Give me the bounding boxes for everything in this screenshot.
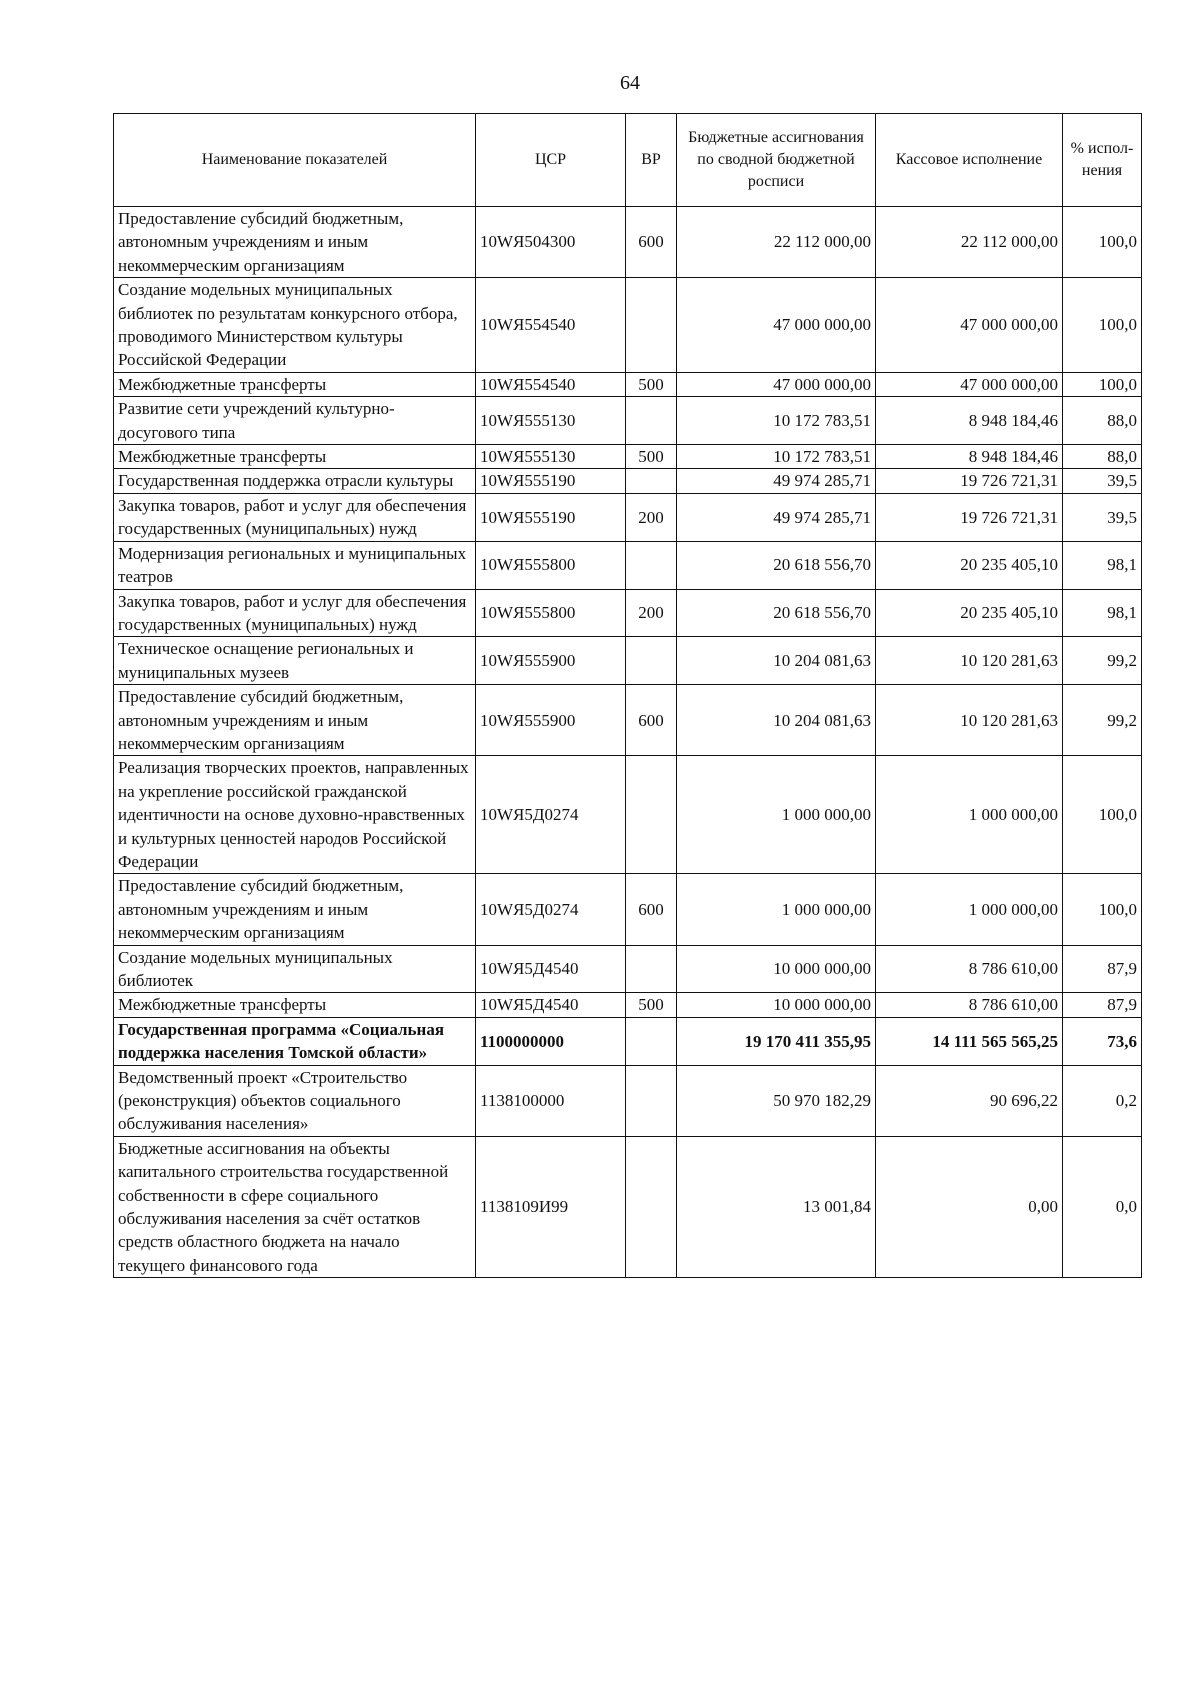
row-budget-cell: 10 000 000,00 bbox=[677, 945, 876, 993]
row-csr-cell: 1138100000 bbox=[476, 1065, 626, 1136]
row-percent-cell: 98,1 bbox=[1063, 589, 1142, 637]
row-vr-cell bbox=[626, 1065, 677, 1136]
row-csr-cell: 10WЯ555130 bbox=[476, 445, 626, 469]
row-budget-cell: 10 204 081,63 bbox=[677, 637, 876, 685]
row-vr-cell bbox=[626, 469, 677, 493]
row-cash-cell: 47 000 000,00 bbox=[876, 278, 1063, 373]
row-percent-cell: 100,0 bbox=[1063, 756, 1142, 874]
row-vr-cell: 600 bbox=[626, 685, 677, 756]
row-name-cell: Межбюджетные трансферты bbox=[114, 372, 476, 396]
header-vr: ВР bbox=[626, 114, 677, 207]
row-vr-cell: 500 bbox=[626, 993, 677, 1017]
row-vr-cell bbox=[626, 278, 677, 373]
row-percent-cell: 99,2 bbox=[1063, 637, 1142, 685]
row-name-cell: Предоставление субсидий бюджетным, автономным учреждениям и иным некоммерческим организациям bbox=[114, 874, 476, 945]
row-name-cell: Государственная программа «Социальная поддержка населения Томской области» bbox=[114, 1017, 476, 1065]
row-csr-cell: 10WЯ554540 bbox=[476, 372, 626, 396]
row-name-cell: Бюджетные ассигнования на объекты капитального строительства государственной собственности в сфере социального обслуживания населения за счёт остатков средств областного бюджета на начало текущего финансового года bbox=[114, 1136, 476, 1277]
row-cash-cell: 8 948 184,46 bbox=[876, 445, 1063, 469]
row-cash-cell: 20 235 405,10 bbox=[876, 541, 1063, 589]
table-row bbox=[114, 397, 1142, 445]
row-cash-cell: 19 726 721,31 bbox=[876, 493, 1063, 541]
row-vr-cell bbox=[626, 637, 677, 685]
table-row bbox=[114, 541, 1142, 589]
row-vr-cell: 600 bbox=[626, 207, 677, 278]
row-name-cell: Государственная поддержка отрасли культуры bbox=[114, 469, 476, 493]
header-budget-allocations: Бюджетные ассигнования по сводной бюджетной росписи bbox=[677, 114, 876, 207]
budget-execution-table bbox=[113, 113, 1142, 1278]
row-csr-cell: 10WЯ5Д4540 bbox=[476, 993, 626, 1017]
table-header-row bbox=[114, 114, 1142, 207]
row-percent-cell: 87,9 bbox=[1063, 993, 1142, 1017]
table-row bbox=[114, 637, 1142, 685]
row-vr-cell bbox=[626, 1136, 677, 1277]
row-budget-cell: 49 974 285,71 bbox=[677, 469, 876, 493]
row-csr-cell: 10WЯ555900 bbox=[476, 637, 626, 685]
row-csr-cell: 10WЯ555130 bbox=[476, 397, 626, 445]
row-cash-cell: 1 000 000,00 bbox=[876, 874, 1063, 945]
row-name-cell: Закупка товаров, работ и услуг для обеспечения государственных (муниципальных) нужд bbox=[114, 589, 476, 637]
row-vr-cell bbox=[626, 541, 677, 589]
table-row bbox=[114, 445, 1142, 469]
row-percent-cell: 39,5 bbox=[1063, 469, 1142, 493]
table-row bbox=[114, 756, 1142, 874]
page-number: 64 bbox=[620, 72, 640, 94]
row-vr-cell: 200 bbox=[626, 589, 677, 637]
row-vr-cell bbox=[626, 1017, 677, 1065]
row-name-cell: Предоставление субсидий бюджетным, автономным учреждениям и иным некоммерческим организациям bbox=[114, 685, 476, 756]
row-budget-cell: 13 001,84 bbox=[677, 1136, 876, 1277]
row-cash-cell: 0,00 bbox=[876, 1136, 1063, 1277]
row-csr-cell: 10WЯ5Д0274 bbox=[476, 874, 626, 945]
row-budget-cell: 19 170 411 355,95 bbox=[677, 1017, 876, 1065]
row-cash-cell: 8 786 610,00 bbox=[876, 945, 1063, 993]
row-cash-cell: 1 000 000,00 bbox=[876, 756, 1063, 874]
table-row bbox=[114, 1065, 1142, 1136]
header-csr: ЦСР bbox=[476, 114, 626, 207]
row-name-cell: Межбюджетные трансферты bbox=[114, 993, 476, 1017]
row-name-cell: Создание модельных муниципальных библиотек bbox=[114, 945, 476, 993]
header-cash-execution: Кассовое исполнение bbox=[876, 114, 1063, 207]
row-percent-cell: 100,0 bbox=[1063, 278, 1142, 373]
row-vr-cell: 200 bbox=[626, 493, 677, 541]
row-name-cell: Развитие сети учреждений культурно-досугового типа bbox=[114, 397, 476, 445]
table-row bbox=[114, 993, 1142, 1017]
table-row bbox=[114, 278, 1142, 373]
row-percent-cell: 98,1 bbox=[1063, 541, 1142, 589]
row-csr-cell: 10WЯ554540 bbox=[476, 278, 626, 373]
row-vr-cell bbox=[626, 397, 677, 445]
table-row bbox=[114, 945, 1142, 993]
row-vr-cell bbox=[626, 945, 677, 993]
row-csr-cell: 10WЯ555900 bbox=[476, 685, 626, 756]
row-cash-cell: 47 000 000,00 bbox=[876, 372, 1063, 396]
row-percent-cell: 88,0 bbox=[1063, 445, 1142, 469]
row-budget-cell: 10 204 081,63 bbox=[677, 685, 876, 756]
table-row bbox=[114, 685, 1142, 756]
table-row bbox=[114, 1136, 1142, 1277]
row-vr-cell bbox=[626, 756, 677, 874]
row-budget-cell: 10 172 783,51 bbox=[677, 397, 876, 445]
row-percent-cell: 100,0 bbox=[1063, 207, 1142, 278]
table-row bbox=[114, 874, 1142, 945]
row-budget-cell: 1 000 000,00 bbox=[677, 874, 876, 945]
row-cash-cell: 8 786 610,00 bbox=[876, 993, 1063, 1017]
row-budget-cell: 50 970 182,29 bbox=[677, 1065, 876, 1136]
row-name-cell: Создание модельных муниципальных библиотек по результатам конкурсного отбора, проводимого Министерством культуры Российской Федерации bbox=[114, 278, 476, 373]
row-name-cell: Ведомственный проект «Строительство (реконструкция) объектов социального обслуживания населения» bbox=[114, 1065, 476, 1136]
row-cash-cell: 22 112 000,00 bbox=[876, 207, 1063, 278]
row-cash-cell: 10 120 281,63 bbox=[876, 685, 1063, 756]
row-csr-cell: 1100000000 bbox=[476, 1017, 626, 1065]
row-percent-cell: 39,5 bbox=[1063, 493, 1142, 541]
row-cash-cell: 8 948 184,46 bbox=[876, 397, 1063, 445]
table-row bbox=[114, 589, 1142, 637]
row-name-cell: Реализация творческих проектов, направленных на укрепление российской гражданской идентичности на основе духовно-нравственных и культурных ценностей народов Российской Федерации bbox=[114, 756, 476, 874]
row-name-cell: Межбюджетные трансферты bbox=[114, 445, 476, 469]
row-name-cell: Закупка товаров, работ и услуг для обеспечения государственных (муниципальных) нужд bbox=[114, 493, 476, 541]
row-name-cell: Техническое оснащение региональных и муниципальных музеев bbox=[114, 637, 476, 685]
row-name-cell: Модернизация региональных и муниципальных театров bbox=[114, 541, 476, 589]
row-csr-cell: 10WЯ555190 bbox=[476, 469, 626, 493]
table-row bbox=[114, 469, 1142, 493]
row-csr-cell: 10WЯ555800 bbox=[476, 541, 626, 589]
table-row bbox=[114, 372, 1142, 396]
row-cash-cell: 19 726 721,31 bbox=[876, 469, 1063, 493]
row-budget-cell: 47 000 000,00 bbox=[677, 278, 876, 373]
row-budget-cell: 20 618 556,70 bbox=[677, 541, 876, 589]
table-row bbox=[114, 1017, 1142, 1065]
table-body bbox=[114, 207, 1142, 1278]
row-budget-cell: 20 618 556,70 bbox=[677, 589, 876, 637]
row-csr-cell: 10WЯ5Д4540 bbox=[476, 945, 626, 993]
table-row bbox=[114, 493, 1142, 541]
row-csr-cell: 10WЯ5Д0274 bbox=[476, 756, 626, 874]
row-budget-cell: 49 974 285,71 bbox=[677, 493, 876, 541]
row-csr-cell: 10WЯ555190 bbox=[476, 493, 626, 541]
row-vr-cell: 600 bbox=[626, 874, 677, 945]
table-row bbox=[114, 207, 1142, 278]
row-percent-cell: 100,0 bbox=[1063, 874, 1142, 945]
row-csr-cell: 1138109И99 bbox=[476, 1136, 626, 1277]
row-percent-cell: 88,0 bbox=[1063, 397, 1142, 445]
row-budget-cell: 1 000 000,00 bbox=[677, 756, 876, 874]
row-percent-cell: 99,2 bbox=[1063, 685, 1142, 756]
row-percent-cell: 0,0 bbox=[1063, 1136, 1142, 1277]
row-vr-cell: 500 bbox=[626, 445, 677, 469]
header-name: Наименование показателей bbox=[114, 114, 476, 207]
row-cash-cell: 90 696,22 bbox=[876, 1065, 1063, 1136]
row-budget-cell: 22 112 000,00 bbox=[677, 207, 876, 278]
row-name-cell: Предоставление субсидий бюджетным, автономным учреждениям и иным некоммерческим организациям bbox=[114, 207, 476, 278]
row-cash-cell: 10 120 281,63 bbox=[876, 637, 1063, 685]
row-budget-cell: 10 172 783,51 bbox=[677, 445, 876, 469]
row-percent-cell: 100,0 bbox=[1063, 372, 1142, 396]
row-percent-cell: 73,6 bbox=[1063, 1017, 1142, 1065]
row-cash-cell: 20 235 405,10 bbox=[876, 589, 1063, 637]
row-csr-cell: 10WЯ504300 bbox=[476, 207, 626, 278]
header-execution-percent: % испол-нения bbox=[1063, 114, 1142, 207]
row-cash-cell: 14 111 565 565,25 bbox=[876, 1017, 1063, 1065]
row-vr-cell: 500 bbox=[626, 372, 677, 396]
row-budget-cell: 10 000 000,00 bbox=[677, 993, 876, 1017]
row-csr-cell: 10WЯ555800 bbox=[476, 589, 626, 637]
row-percent-cell: 87,9 bbox=[1063, 945, 1142, 993]
row-percent-cell: 0,2 bbox=[1063, 1065, 1142, 1136]
row-budget-cell: 47 000 000,00 bbox=[677, 372, 876, 396]
